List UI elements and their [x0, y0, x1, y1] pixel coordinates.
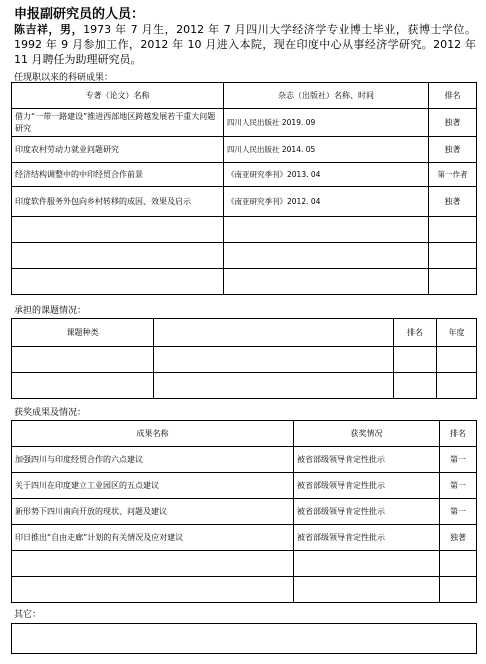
- publication-source: 四川人民出版社 2014. 05: [224, 137, 429, 163]
- publication-title: 经济结构调整中的中印经贸合作前景: [12, 163, 224, 187]
- award-row: [12, 473, 477, 499]
- projects-table: [11, 318, 477, 399]
- publication-row: [12, 137, 477, 163]
- empty-row: [12, 269, 477, 295]
- award-status: 被省部级领导肯定性批示: [294, 447, 440, 473]
- awards-header-row: [12, 421, 477, 447]
- publication-rank: 独著: [429, 137, 477, 163]
- empty-row: [12, 624, 477, 654]
- publication-source: 四川人民出版社 2019. 09: [224, 109, 429, 137]
- applicant-intro: [14, 22, 476, 67]
- empty-row: [12, 551, 477, 577]
- other-section-title: 其它：: [14, 610, 42, 620]
- projects-section-title: 承担的课题情况：: [14, 306, 87, 316]
- col-header-publication-title: 专著（论文）名称: [12, 83, 224, 109]
- publication-row: [12, 187, 477, 217]
- publication-rank: 独著: [429, 187, 477, 217]
- col-header-publication-rank: 排名: [429, 83, 477, 109]
- publication-title: 借力“一带一路建设”推进西部地区跨越发展若干重大问题研究: [12, 109, 224, 137]
- award-status: 被省部级领导肯定性批示: [294, 499, 440, 525]
- col-header-project-type: 课题种类: [12, 319, 154, 347]
- empty-row: [12, 217, 477, 243]
- empty-row: [12, 347, 477, 373]
- award-row: [12, 447, 477, 473]
- award-name: 印日推出“自由走廊”计划的有关情况及应对建议: [12, 525, 294, 551]
- award-name: 新形势下四川南向开放的现状、问题及建议: [12, 499, 294, 525]
- empty-row: [12, 373, 477, 399]
- awards-section-title: 获奖成果及情况：: [14, 408, 87, 418]
- col-header-award-name: 成果名称: [12, 421, 294, 447]
- award-rank: 独著: [440, 525, 477, 551]
- award-status: 被省部级领导肯定性批示: [294, 525, 440, 551]
- award-rank: 第一: [440, 473, 477, 499]
- publications-header-row: [12, 83, 477, 109]
- col-header-project-name: [154, 319, 394, 347]
- award-row: [12, 525, 477, 551]
- award-name: 关于四川在印度建立工业园区的五点建议: [12, 473, 294, 499]
- applicant-name: 陈吉祥，男，: [14, 23, 84, 36]
- award-rank: 第一: [440, 447, 477, 473]
- publication-title: 印度软件服务外包向乡村转移的成因、效果及启示: [12, 187, 224, 217]
- publication-row: [12, 163, 477, 187]
- applicant-bio: 1973 年 7 月生，2012 年 7 月四川大学经济学专业博士毕业，获博士学位。1992 年 9 月参加工作，2012 年 10 月进入本院，现在印度中心从事经济学研究。2012 年 11 月聘任为助理研究员。: [14, 23, 477, 66]
- publication-rank: 独著: [429, 109, 477, 137]
- col-header-award-rank: 排名: [440, 421, 477, 447]
- col-header-project-year: 年度: [437, 319, 477, 347]
- awards-table: [11, 420, 477, 603]
- publication-source: 《南亚研究季刊》2013. 04: [224, 163, 429, 187]
- publication-title: 印度农村劳动力就业问题研究: [12, 137, 224, 163]
- publication-source: 《南亚研究季刊》2012. 04: [224, 187, 429, 217]
- page-heading: 申报副研究员的人员：: [14, 7, 145, 22]
- empty-row: [12, 243, 477, 269]
- other-table: [11, 623, 477, 654]
- publication-row: [12, 109, 477, 137]
- col-header-publication-source: 杂志（出版社）名称、时间: [224, 83, 429, 109]
- publications-table: [11, 82, 477, 295]
- publications-section-title: 任现职以来的科研成果：: [14, 73, 114, 83]
- col-header-award-status: 获奖情况: [294, 421, 440, 447]
- award-row: [12, 499, 477, 525]
- award-name: 加强四川与印度经贸合作的六点建议: [12, 447, 294, 473]
- empty-row: [12, 577, 477, 603]
- award-status: 被省部级领导肯定性批示: [294, 473, 440, 499]
- col-header-project-rank: 排名: [394, 319, 437, 347]
- publication-rank: 第一作者: [429, 163, 477, 187]
- projects-header-row: [12, 319, 477, 347]
- award-rank: 第一: [440, 499, 477, 525]
